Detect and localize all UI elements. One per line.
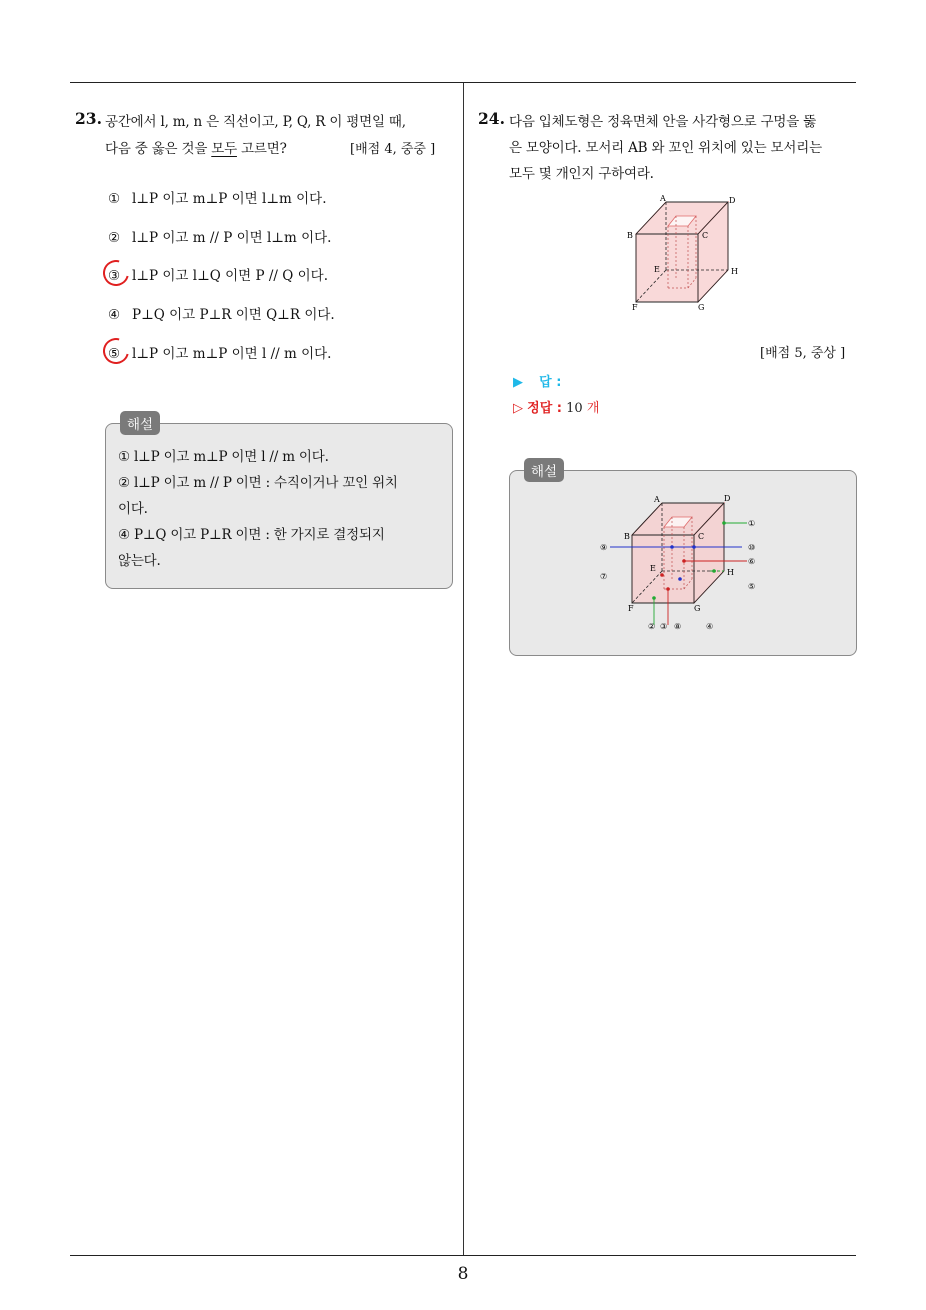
vertex-label-D: D (724, 494, 731, 503)
choice-number: ④ (108, 307, 121, 323)
q23-prompt-line2 (105, 137, 287, 157)
q23-prompt-line1: 공간에서 l, m, n 은 직선이고, P, Q, R 이 평면일 때, (105, 114, 406, 130)
answer-label: 답 : (539, 375, 562, 390)
correct-value: 10 (566, 401, 583, 416)
marker-4: ④ (706, 622, 714, 631)
q23-prompt-line2-post: 고르면? (236, 141, 287, 157)
marker-7: ⑦ (600, 572, 608, 581)
q24-answer-line (513, 371, 561, 390)
selected-circle-mark (98, 255, 134, 291)
correct-unit: 개 (586, 401, 600, 416)
vertex-label-G: G (698, 303, 705, 312)
marker-10: ⑩ (748, 543, 756, 552)
q23-explanation-box (105, 417, 453, 589)
vertex-label-C: C (702, 231, 709, 240)
marker-2: ② (648, 622, 656, 631)
q23-choice-4[interactable] (108, 303, 335, 323)
vertex-label-H: H (731, 267, 738, 276)
vertex-label-G: G (694, 604, 701, 613)
choice-text: l⊥P 이고 m⊥P 이면 l⊥m 이다. (132, 191, 327, 207)
q24-score: [배점 5, 중상 ] (760, 346, 846, 361)
vertex-label-C: C (698, 532, 705, 541)
q23-choice-1[interactable] (108, 187, 327, 207)
vertex-label-A: A (660, 194, 666, 203)
vertex-label-B: B (627, 231, 633, 240)
q23-choice-3[interactable] (108, 264, 328, 284)
vertex-label-H: H (727, 568, 734, 577)
marker-9: ⑨ (600, 543, 608, 552)
column-divider (463, 83, 464, 1255)
explanation-line: ② l⊥P 이고 m // P 이면 : 수직이거나 꼬인 위치 (118, 475, 398, 491)
q23-score: [배점 4, 중중 ] (350, 142, 436, 157)
bottom-rule (70, 1255, 856, 1256)
choice-number: ① (108, 191, 121, 207)
q24-prompt-line3: 모두 몇 개인지 구하여라. (509, 166, 654, 182)
explanation-tag: 해설 (524, 458, 564, 482)
explanation-line: 이다. (118, 501, 148, 517)
q23-prompt-line2-pre: 다음 중 옳은 것을 (105, 141, 212, 157)
q23-choice-2[interactable] (108, 226, 331, 246)
q24-explanation-figure (602, 493, 772, 643)
choice-number: ② (108, 230, 121, 246)
q23-number: 23. (75, 109, 102, 128)
explanation-line: 않는다. (118, 553, 161, 569)
choice-text: l⊥P 이고 m⊥P 이면 l // m 이다. (132, 346, 332, 362)
q23-choice-5[interactable] (108, 342, 331, 362)
q24-number: 24. (478, 109, 505, 128)
marker-8: ⑧ (674, 622, 682, 631)
explanation-line: ① l⊥P 이고 m⊥P 이면 l // m 이다. (118, 449, 329, 465)
q23-underline-word: 모두 (211, 141, 237, 157)
vertex-label-F: F (628, 604, 634, 613)
q24-prompt-line2: 은 모양이다. 모서리 AB 와 꼬인 위치에 있는 모서리는 (509, 140, 822, 156)
vertex-label-E: E (650, 564, 656, 573)
explanation-tag: 해설 (120, 411, 160, 435)
marker-5: ⑤ (748, 582, 756, 591)
marker-1: ① (748, 519, 756, 528)
correct-label: 정답 : (527, 401, 562, 416)
q24-prompt-line1: 다음 입체도형은 정육면체 안을 사각형으로 구멍을 뚫 (509, 114, 817, 130)
marker-3: ③ (660, 622, 668, 631)
q24-explanation-box (509, 464, 857, 656)
vertex-label-B: B (624, 532, 630, 541)
q24-correct-line (513, 397, 599, 416)
vertex-label-E: E (654, 265, 660, 274)
choice-text: P⊥Q 이고 P⊥R 이면 Q⊥R 이다. (132, 307, 335, 323)
choice-text: l⊥P 이고 l⊥Q 이면 P // Q 이다. (132, 268, 329, 284)
choice-number: ③ (108, 268, 121, 284)
answer-arrow-icon: ▶ (513, 375, 523, 390)
vertex-label-A: A (654, 495, 660, 504)
vertex-label-F: F (632, 303, 638, 312)
choice-text: l⊥P 이고 m // P 이면 l⊥m 이다. (132, 230, 332, 246)
page-number: 8 (457, 1264, 469, 1284)
vertex-label-D: D (729, 196, 736, 205)
choice-number: ⑤ (108, 346, 121, 362)
marker-6: ⑥ (748, 557, 756, 566)
correct-arrow-icon: ▷ (513, 401, 523, 416)
selected-circle-mark (98, 333, 134, 369)
q24-cube-figure (620, 192, 750, 314)
explanation-line: ④ P⊥Q 이고 P⊥R 이면 : 한 가지로 결정되지 (118, 527, 385, 543)
